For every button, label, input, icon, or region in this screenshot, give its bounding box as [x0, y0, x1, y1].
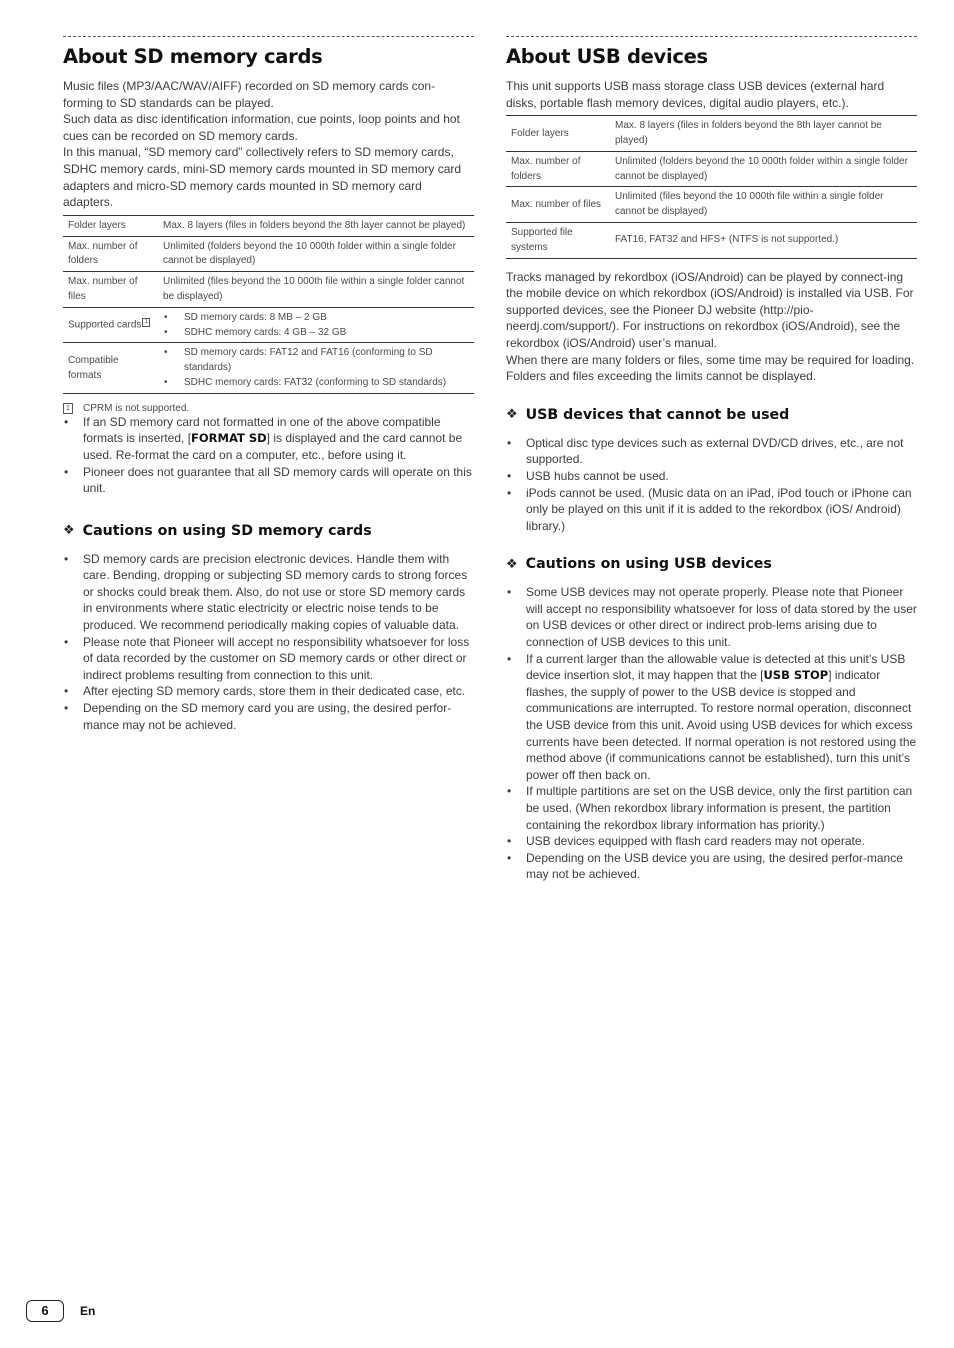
sd-section-title: About SD memory cards — [63, 45, 323, 68]
usb-section-title: About USB devices — [506, 45, 708, 68]
table-row — [63, 343, 474, 393]
usb-cautions-heading: ❖ Cautions on using USB devices — [506, 556, 772, 573]
list-item: • SDHC memory cards: FAT32 (conforming to SD standards) — [163, 376, 470, 391]
list-item: • SD memory cards are precision electronic devices. Handle them with care. Bending, dropping or subjecting SD memory cards to strong forces or shocks could break them. Also, do not use or store SD memory cards in environments where static electricity or electric noise tends to be produced. We recommend periodically making copies of valuable data. — [63, 551, 474, 634]
spec-value: Unlimited (folders beyond the 10 000th folder within a single folder cannot be displayed) — [158, 236, 474, 272]
sd-intro-3: In this manual, “SD memory card” collectively refers to SD memory cards, SDHC memory cards, mini-SD memory cards mounted in SD memory card adapters and micro-SD memory cards mounted in SD memory card adapters. — [63, 145, 462, 210]
usb-cautions-list — [506, 584, 917, 883]
language-code: En — [80, 1304, 96, 1318]
usb-stop-label: USB STOP — [763, 668, 829, 683]
table-row — [506, 116, 917, 152]
spec-key: Max. number of folders — [506, 151, 610, 187]
usb-cannot-list — [506, 435, 917, 535]
list-item: • SD memory cards: 8 MB – 2 GB — [163, 311, 470, 326]
usb-para-3: Folders and files exceeding the limits cannot be displayed. — [506, 369, 817, 384]
list-item: • Depending on the SD memory card you are using, the desired perfor-mance may not be achieved. — [63, 700, 474, 733]
spec-value: Unlimited (folders beyond the 10 000th folder within a single folder cannot be displayed) — [610, 151, 917, 187]
spec-key: Compatible formats — [63, 343, 158, 393]
spec-value: FAT16, FAT32 and HFS+ (NTFS is not supported.) — [610, 222, 917, 258]
list-item: • SDHC memory cards: 4 GB – 32 GB — [163, 326, 470, 341]
dashed-divider — [506, 36, 917, 37]
footnote — [63, 403, 474, 414]
usb-section — [506, 36, 917, 883]
list-item: • If a current larger than the allowable value is detected at this unit’s USB device insertion slot, it may happen that the [USB STOP] indicator flashes, the supply of power to the USB device is stopped and communications are interrupted. To restore normal operation, disconnect the USB device from this unit. Avoid using USB devices for which excess currents have been detected. If normal operation is not restored using the method above (if communications cannot be established), turn this unit’s power off then back on. — [506, 651, 917, 784]
diamond-cross-icon: ❖ — [63, 523, 75, 539]
list-item: • USB hubs cannot be used. — [506, 468, 917, 485]
table-row — [506, 187, 917, 223]
footnote-ref: 1 — [142, 318, 150, 327]
list-item: • If multiple partitions are set on the USB device, only the first partition can be used. (When rekordbox library information is present, the partition containing the rekordbox library information has priority.) — [506, 783, 917, 833]
spec-value: Unlimited (files beyond the 10 000th file within a single folder cannot be displayed) — [610, 187, 917, 223]
page-footer — [26, 1300, 95, 1322]
table-row — [506, 222, 917, 258]
table-row — [63, 236, 474, 272]
spec-value — [158, 307, 474, 343]
usb-spec-table — [506, 115, 917, 258]
list-item: • USB devices equipped with flash card readers may not operate. — [506, 833, 917, 850]
list-item: • Some USB devices may not operate properly. Please note that Pioneer will accept no responsibility whatsoever for loss of data stored by the user on USB devices or other direct or indirect prob-lems arising due to connection of USB devices to this unit. — [506, 584, 917, 650]
list-item: • If an SD memory card not formatted in one of the above compatible formats is inserted, [FORMAT SD] is displayed and the card cannot be used. Re-format the card on a computer, etc., before using it. — [63, 414, 474, 464]
usb-cannot-heading: ❖ USB devices that cannot be used — [506, 406, 790, 423]
spec-key — [63, 307, 158, 343]
dashed-divider — [63, 36, 474, 37]
spec-value — [158, 343, 474, 393]
spec-key: Max. number of files — [63, 272, 158, 308]
usb-intro: This unit supports USB mass storage class USB devices (external hard disks, portable flash memory devices, digital audio players, etc.). — [506, 79, 885, 110]
spec-key: Max. number of folders — [63, 236, 158, 272]
table-row — [63, 272, 474, 308]
table-row — [63, 215, 474, 236]
table-row — [506, 151, 917, 187]
spec-key: Folder layers — [63, 215, 158, 236]
spec-value: Unlimited (files beyond the 10 000th file within a single folder cannot be displayed) — [158, 272, 474, 308]
sd-cautions-heading: ❖ Cautions on using SD memory cards — [63, 522, 372, 539]
spec-value: Max. 8 layers (files in folders beyond the 8th layer cannot be played) — [610, 116, 917, 152]
sd-notes — [63, 414, 474, 497]
usb-para-1: Tracks managed by rekordbox (iOS/Android) can be played by connect-ing the mobile device on which rekordbox (iOS/Android) is installed via USB. For supported devices, see the Pioneer DJ website (http://pio-neerdj.com/support/). For instructions on rekordbox (iOS/Android), see the rekordbox (iOS/Android) user’s manual. — [506, 269, 914, 350]
list-item: • SD memory cards: FAT12 and FAT16 (conforming to SD standards) — [163, 346, 470, 376]
footnote-mark: 1 — [63, 403, 73, 414]
table-row — [63, 307, 474, 343]
sd-section — [63, 36, 474, 733]
diamond-cross-icon: ❖ — [506, 556, 518, 572]
usb-para-2: When there are many folders or files, some time may be required for loading. — [506, 352, 915, 367]
sd-intro-1: Music files (MP3/AAC/WAV/AIFF) recorded on SD memory cards con-forming to SD standards can be played. — [63, 79, 436, 110]
page-number: 6 — [26, 1300, 64, 1322]
spec-key-text: Supported cards — [68, 319, 142, 331]
format-sd-label: FORMAT SD — [191, 431, 267, 446]
list-item: • Please note that Pioneer will accept no responsibility whatsoever for loss of data recorded by the customer on SD memory cards or other direct or indirect problems resulting from connection to this unit. — [63, 634, 474, 684]
sd-spec-table — [63, 215, 474, 394]
footnote-text: CPRM is not supported. — [83, 402, 190, 414]
diamond-cross-icon: ❖ — [506, 407, 518, 423]
list-item: • Pioneer does not guarantee that all SD memory cards will operate on this unit. — [63, 464, 474, 497]
list-item: • Optical disc type devices such as external DVD/CD drives, etc., are not supported. — [506, 435, 917, 468]
list-item: • After ejecting SD memory cards, store them in their dedicated case, etc. — [63, 683, 474, 700]
spec-value: Max. 8 layers (files in folders beyond the 8th layer cannot be played) — [158, 215, 474, 236]
spec-key: Supported file systems — [506, 222, 610, 258]
spec-key: Folder layers — [506, 116, 610, 152]
spec-key: Max. number of files — [506, 187, 610, 223]
sd-cautions-list — [63, 551, 474, 734]
sd-intro-2: Such data as disc identification information, cue points, loop points and hot cues can be recorded on SD memory cards. — [63, 112, 460, 143]
list-item: • Depending on the USB device you are using, the desired perfor-mance may not be achieved. — [506, 850, 917, 883]
list-item: • iPods cannot be used. (Music data on an iPad, iPod touch or iPhone can only be played on this unit if it is added to the rekordbox (iOS/ Android) library.) — [506, 485, 917, 535]
